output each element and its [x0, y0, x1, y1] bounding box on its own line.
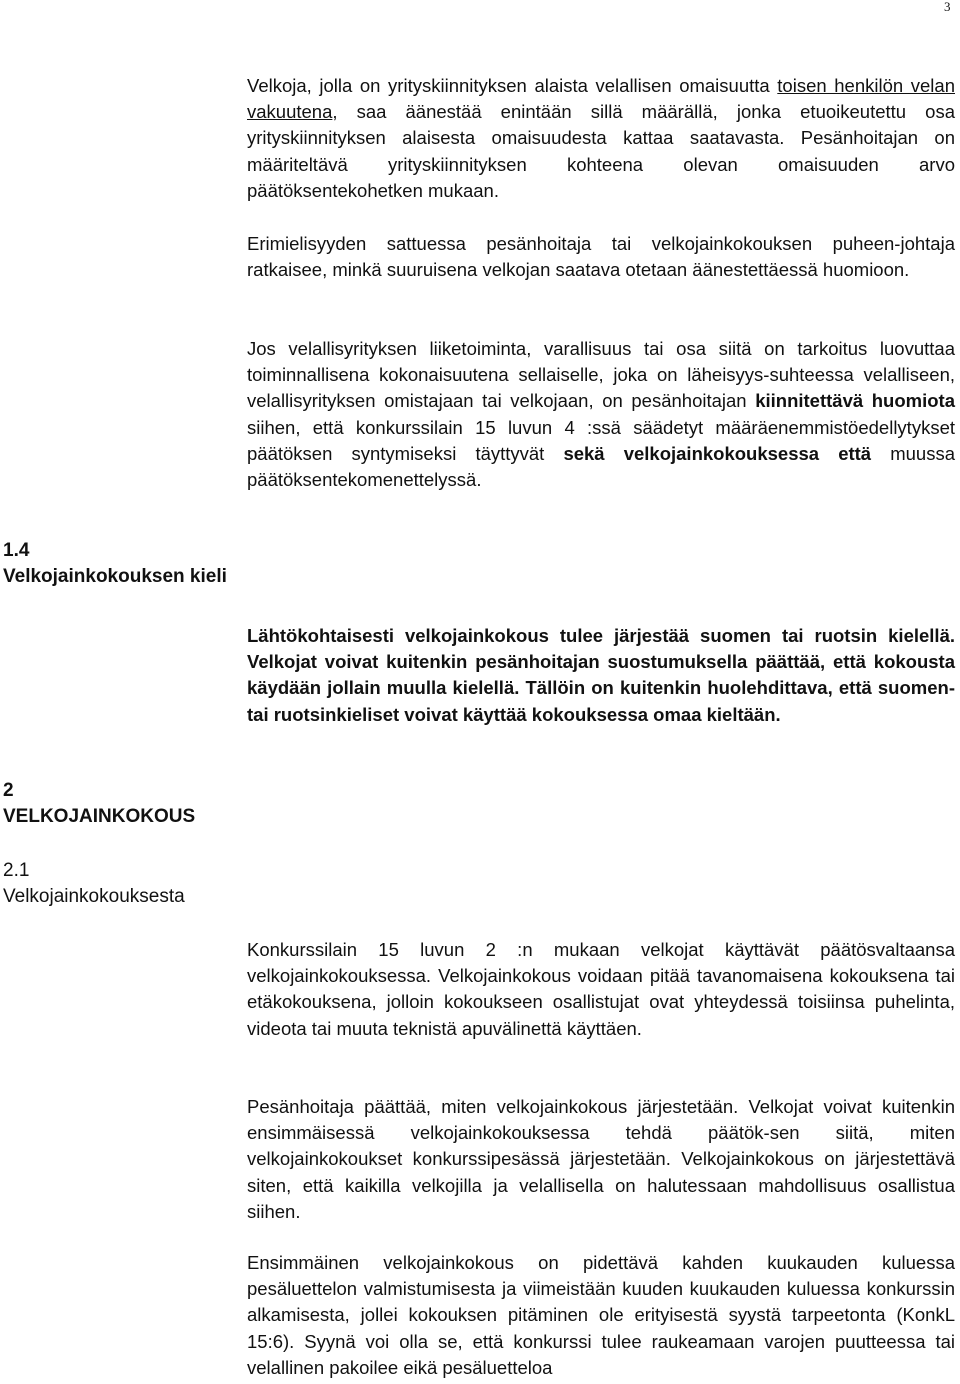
section-number: 2.1: [3, 860, 30, 881]
paragraph-disagreement: Erimielisyyden sattuessa pesänhoitaja tai velkojainkokouksen puheen-johtaja ratkaisee, minkä suuruisena velkojan saatava otetaan äänestettäessä huomioon.: [247, 233, 955, 281]
section-heading-2: [3, 778, 243, 830]
section-title: Velkojainkokouksen kieli: [3, 566, 227, 587]
section-heading-2-1: [3, 858, 243, 910]
paragraph-text: siihen, että konkurssilain 15 luvun 4 :ssä säädetyt määräenemmistöedellytykset päätöksen syntymiseksi täyttyvät: [247, 416, 955, 464]
paragraph-meeting-language: Lähtökohtaisesti velkojainkokous tulee järjestää suomen tai ruotsin kielellä. Velkojat voivat kuitenkin pesänhoitajan suostumuksella päättää, että kokousta käydään jollain muulla kielellä. Tällöin on kuitenkin huolehdittava, että suomen- tai ruotsinkieliset voivat käyttää kokouksessa omaa kieltään.: [247, 625, 955, 725]
paragraph-secured-creditor-vote: [247, 73, 955, 204]
page-number: 3: [944, 0, 951, 14]
section-number: 1.4: [3, 540, 30, 561]
paragraph-first-meeting: Ensimmäinen velkojainkokous on pidettävä kahden kuukauden kuluessa pesäluettelon valmistumisesta ja viimeistään kuuden kuukauden kuluessa konkurssin alkamisesta, jollei kokouksen pitäminen ole erityisestä syystä tarpeetonta (KonkL 15:6). Syynä voi olla se, että konkurssi tulee raukeamaan varojen puutteessa tai velallinen pakoilee eikä pesäluetteloa: [247, 1252, 955, 1378]
paragraph-decision-power: Konkurssilain 15 luvun 2 :n mukaan velkojat käyttävät päätösvaltaansa velkojainkokouksessa. Velkojainkokous voidaan pitää tavanomaisena kokouksena tai etäkokouksena, jolloin kokoukseen osallistujat ovat yhteydessä toisiinsa puhelinta, videota tai muuta teknistä apuvälinettä käyttäen.: [247, 939, 955, 1039]
section-title: VELKOJAINKOKOUS: [3, 806, 196, 827]
section-number: 2: [3, 780, 14, 801]
paragraph-meeting-arrangement: Pesänhoitaja päättää, miten velkojainkokous järjestetään. Velkojat voivat kuitenkin ensimmäisessä velkojainkokouksessa tehdä päätök-sen siitä, miten velkojainkokoukset konkurssipesässä järjestetään. Velkojainkokous on järjestettävä siten, että kaikilla velkojilla ja velallisella on halutessaan mahdollisuus osallistua siihen.: [247, 1096, 955, 1222]
paragraph-text: muussa päätöksentekomenettelyssä.: [247, 442, 955, 491]
bold-phrase: sekä velkojainkokouksessa että: [563, 442, 872, 464]
paragraph-text: Jos velallisyrityksen liiketoiminta, varallisuus tai osa siitä on tarkoitus luovuttaa toiminnallisena kokonaisuutena sellaiselle, joka on läheisyys-suhteessa velalliseen, velallisyrityksen omistajaan tai velkojaan, on pesänhoitajan: [247, 338, 955, 412]
paragraph-related-party-transfer: [247, 336, 955, 493]
section-heading-1-4: [3, 538, 243, 590]
paragraph-text: Velkoja, jolla on yrityskiinnityksen alaista velallisen omaisuutta: [247, 75, 778, 96]
section-title: Velkojainkokouksesta: [3, 886, 185, 907]
paragraph-text: , saa äänestää enintään sillä määrällä, jonka etuoikeutettu osa yrityskiinnityksen alaisesta omaisuudesta kattaa saatavasta. Pesänhoitajan on määriteltävä yrityskiinnityksen kohteena olevan omaisuuden arvo päätöksentekohetken mukaan.: [247, 101, 955, 201]
bold-phrase: kiinnitettävä huomiota: [755, 390, 955, 412]
underlined-phrase: toisen henkilön velan vakuutena: [247, 75, 955, 123]
